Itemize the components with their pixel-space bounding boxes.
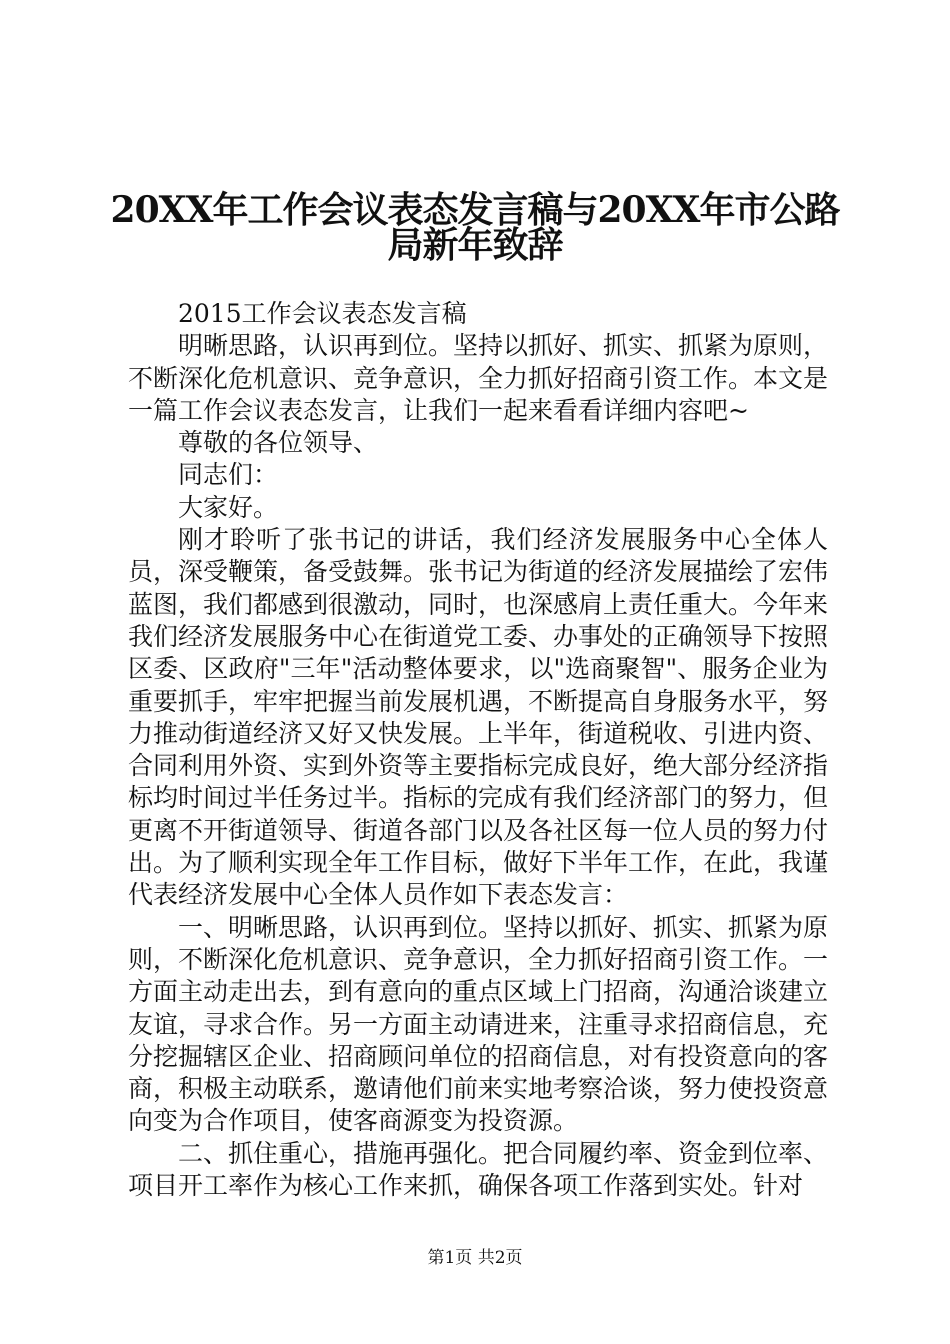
paragraph-salutation: 尊敬的各位领导、 (178, 428, 379, 458)
paragraph-point-2: 二、抓住重心，措施再强化。把合同履约率、资金到位率、项目开工率作为核心工作来抓，确保各项工作落到实处。针对 (128, 1138, 829, 1201)
paragraph-intro: 明晰思路，认识再到位。坚持以抓好、抓实、抓紧为原则，不断深化危机意识、竞争意识，全力抓好招商引资工作。本文是一篇工作会议表态发言，让我们一起来看看详细内容吧~ (128, 331, 829, 425)
page-footer: 第1页 共2页 (427, 1248, 523, 1268)
paragraph-greeting: 大家好。 (178, 492, 279, 522)
paragraph-body-1: 刚才聆听了张书记的讲话，我们经济发展服务中心全体人员，深受鞭策，备受鼓舞。张书记为街道的经济发展描绘了宏伟蓝图，我们都感到很激动，同时，也深感肩上责任重大。今年来我们经济发展服务中心在街道党工委、办事处的正确领导下按照区委、区政府"三年"活动整体要求，以"选商聚智"、服务企业为重要抓手，牢牢把握当前发展机遇，不断提高自身服务水平，努力推动街道经济又好又快发展。上半年，街道税收、引进内资、合同利用外资、实到外资等主要指标完成良好，绝大部分经济指标均时间过半任务过半。指标的完成有我们经济部门的努力，但更离不开街道领导、街道各部门以及各社区每一位人员的努力付出。为了顺利实现全年工作目标，做好下半年工作，在此，我谨代表经济发展中心全体人员作如下表态发言： (128, 525, 829, 910)
document-title-line-1: 20XX年工作会议表态发言稿与20XX年市公路 (110, 189, 840, 231)
paragraph-subtitle: 2015工作会议表态发言稿 (178, 299, 467, 328)
paragraph-salutation-comrades: 同志们： (178, 460, 279, 490)
document-title-line-2: 局新年致辞 (387, 224, 563, 266)
paragraph-point-1: 一、明晰思路，认识再到位。坚持以抓好、抓实、抓紧为原则，不断深化危机意识、竞争意识，全力抓好招商引资工作。一方面主动走出去，到有意向的重点区域上门招商，沟通洽谈建立友谊，寻求合作。另一方面主动请进来，注重寻求招商信息，充分挖掘辖区企业、招商顾问单位的招商信息，对有投资意向的客商，积极主动联系，邀请他们前来实地考察洽谈，努力使投资意向变为合作项目，使客商源变为投资源。 (128, 912, 829, 1136)
document-body (128, 298, 828, 1202)
